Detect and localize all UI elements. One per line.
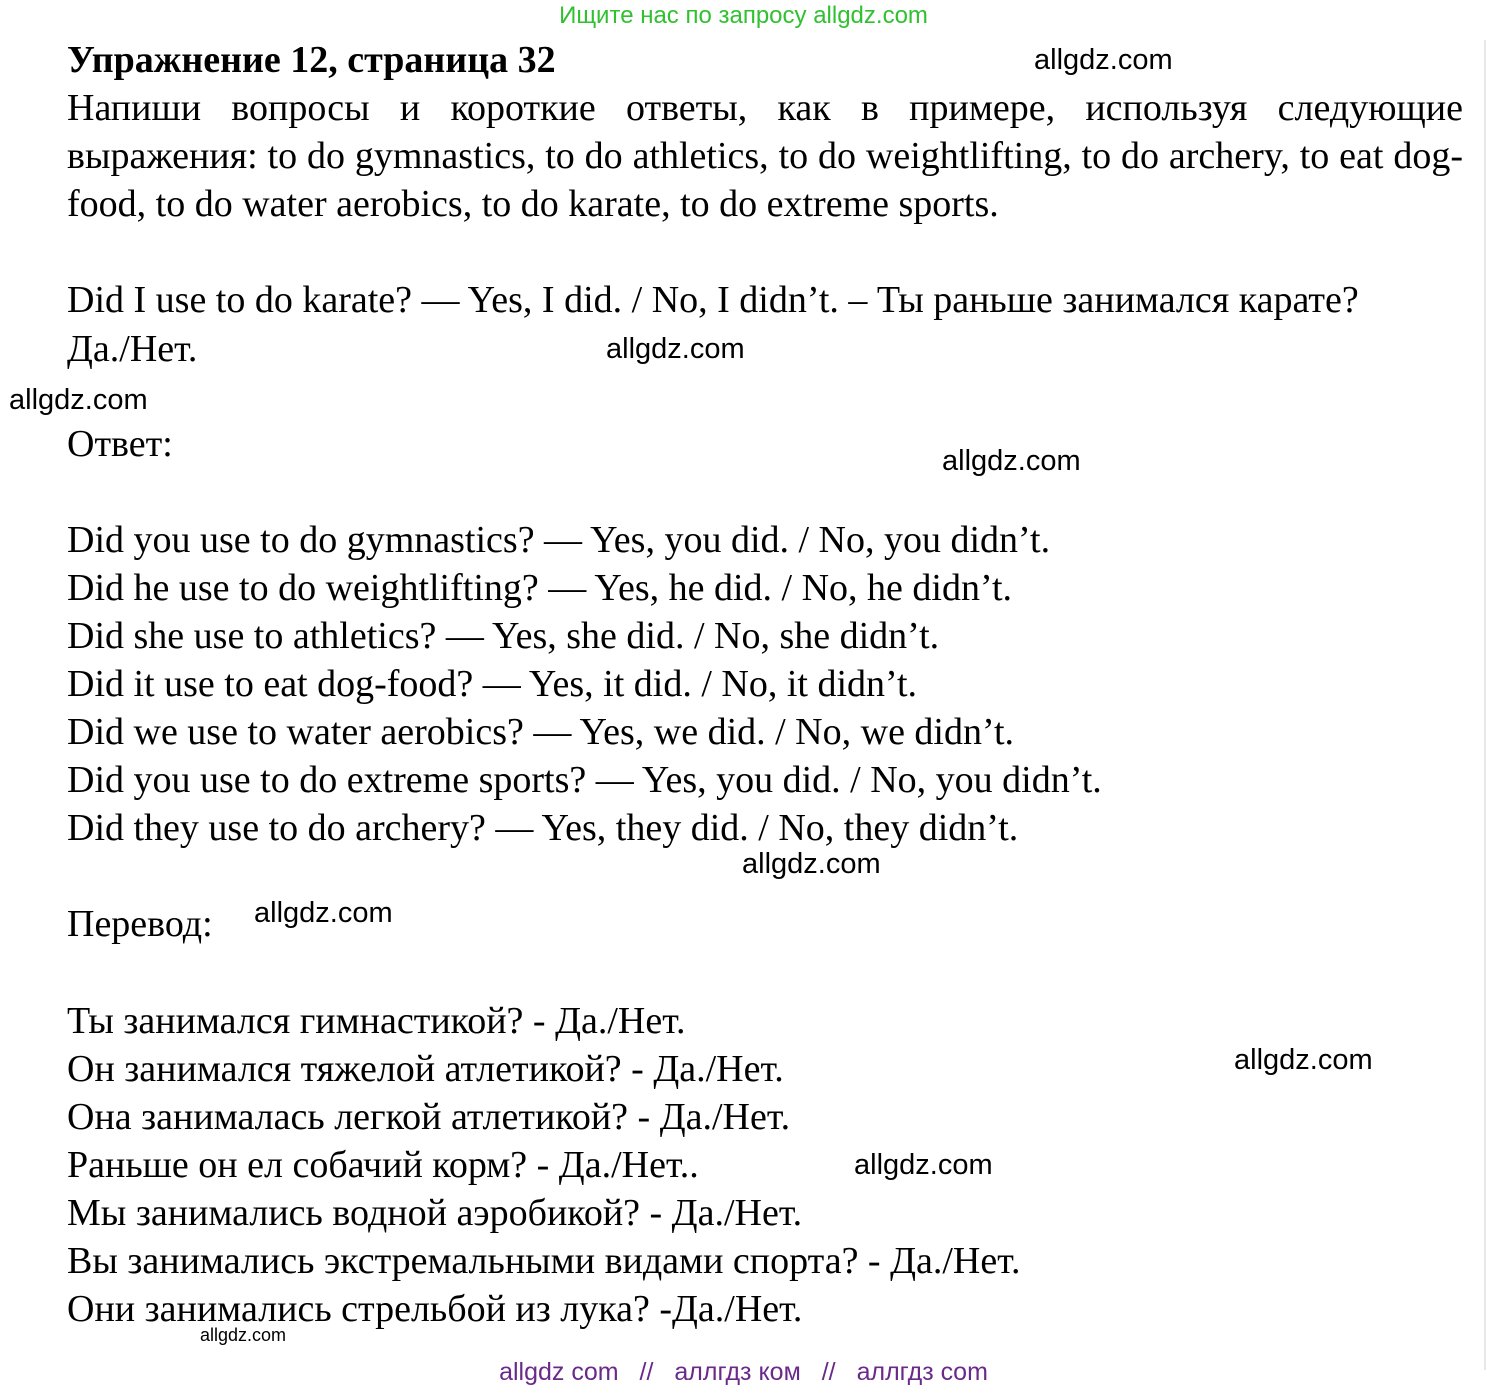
watermark-small: allgdz.com	[200, 1325, 287, 1345]
answer-line: Did they use to do archery? — Yes, they did. / No, they didn’t.	[67, 807, 1019, 849]
watermark: allgdz.com	[1034, 44, 1173, 76]
watermark: allgdz.com	[1234, 1044, 1373, 1076]
task-text: Напиши вопросы и короткие ответы, как в примере, используя следующие выражения: to do gymnastics, to do athletics, to do weightlifting, to do archery, to eat dog-food, to do water aerobics, to do karate, to do extreme sports.	[67, 87, 1463, 225]
example-line-2: Да./Нет.	[67, 328, 198, 370]
watermark: allgdz.com	[742, 848, 881, 880]
answer-line: Did he use to do weightlifting? — Yes, he did. / No, he didn’t.	[67, 567, 1013, 609]
footer-separator: //	[639, 1358, 654, 1386]
watermark: allgdz.com	[606, 333, 745, 365]
footer-links	[0, 1358, 1487, 1387]
translation-line: Мы занимались водной аэробикой? - Да./Нет.	[67, 1192, 803, 1234]
answer-line: Did you use to do extreme sports? — Yes, you did. / No, you didn’t.	[67, 759, 1102, 801]
footer-separator: //	[821, 1358, 836, 1386]
watermark: allgdz.com	[254, 897, 393, 929]
page-edge-line	[1484, 40, 1486, 1370]
translation-line: Она занималась легкой атлетикой? - Да./Нет.	[67, 1096, 791, 1138]
translation-line: Вы занимались экстремальными видами спорта? - Да./Нет.	[67, 1240, 1021, 1282]
translation-line: Они занимались стрельбой из лука? -Да./Нет.	[67, 1288, 803, 1330]
translation-line: Ты занимался гимнастикой? - Да./Нет.	[67, 1000, 686, 1042]
footer-link[interactable]: аллгдз ком	[674, 1358, 801, 1386]
footer-link[interactable]: allgdz com	[499, 1358, 619, 1386]
translation-line: Раньше он ел собачий корм? - Да./Нет..	[67, 1144, 699, 1186]
answer-line: Did it use to eat dog-food? — Yes, it did. / No, it didn’t.	[67, 663, 918, 705]
watermark: allgdz.com	[9, 384, 148, 416]
exercise-title: Упражнение 12, страница 32	[67, 39, 556, 81]
translation-line: Он занимался тяжелой атлетикой? - Да./Нет.	[67, 1048, 784, 1090]
top-banner[interactable]: Ищите нас по запросу allgdz.com	[559, 2, 928, 29]
answer-line: Did we use to water aerobics? — Yes, we did. / No, we didn’t.	[67, 711, 1015, 753]
answer-label: Ответ:	[67, 423, 173, 465]
watermark: allgdz.com	[942, 445, 1081, 477]
watermark: allgdz.com	[854, 1149, 993, 1181]
answer-line: Did she use to athletics? — Yes, she did. / No, she didn’t.	[67, 615, 940, 657]
translation-label: Перевод:	[67, 903, 213, 945]
answer-line: Did you use to do gymnastics? — Yes, you did. / No, you didn’t.	[67, 519, 1051, 561]
example-line-1: Did I use to do karate? — Yes, I did. / No, I didn’t. – Ты раньше занимался карате?	[67, 279, 1359, 321]
footer-link[interactable]: аллгдз com	[856, 1358, 988, 1386]
